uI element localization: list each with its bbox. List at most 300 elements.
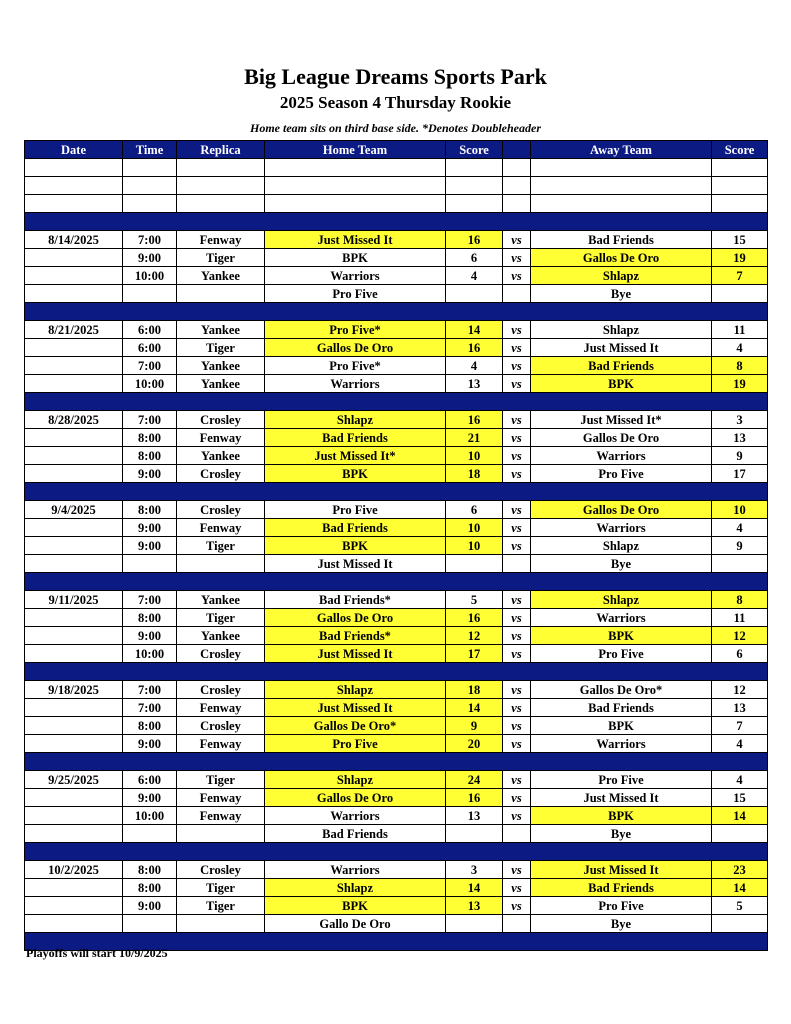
home-score: 9 (446, 717, 503, 735)
away-team: BPK (531, 375, 712, 393)
game-row (25, 699, 768, 717)
away-score: 19 (712, 375, 768, 393)
away-team: Bad Friends (531, 879, 712, 897)
vs-label: vs (503, 807, 531, 825)
schedule-note: Home team sits on third base side. *Denotes Doubleheader (250, 121, 541, 135)
home-team: Gallos De Oro (265, 789, 446, 807)
game-time: 9:00 (123, 735, 177, 753)
away-score: 15 (712, 789, 768, 807)
separator-bar (25, 663, 768, 681)
game-time: 6:00 (123, 321, 177, 339)
away-team: Bad Friends (531, 699, 712, 717)
empty-cell (177, 195, 265, 213)
schedule-table (24, 140, 768, 951)
game-date: 9/25/2025 (25, 771, 123, 789)
away-score: 15 (712, 231, 768, 249)
game-date (25, 699, 123, 717)
vs-label: vs (503, 375, 531, 393)
away-score: 9 (712, 537, 768, 555)
game-date: 10/2/2025 (25, 861, 123, 879)
game-time (123, 555, 177, 573)
empty-cell (531, 177, 712, 195)
game-row (25, 339, 768, 357)
game-date (25, 825, 123, 843)
vs-label: vs (503, 537, 531, 555)
game-replica: Fenway (177, 231, 265, 249)
empty-cell (265, 195, 446, 213)
game-replica: Fenway (177, 699, 265, 717)
game-time: 7:00 (123, 699, 177, 717)
game-date (25, 339, 123, 357)
away-score: 19 (712, 249, 768, 267)
away-score (712, 555, 768, 573)
away-team: Shlapz (531, 267, 712, 285)
table-header-row (25, 141, 768, 159)
game-date (25, 915, 123, 933)
col-header-home-score: Score (446, 141, 503, 159)
home-score: 14 (446, 699, 503, 717)
game-time: 10:00 (123, 375, 177, 393)
game-date: 9/4/2025 (25, 501, 123, 519)
vs-label: vs (503, 465, 531, 483)
game-time: 8:00 (123, 717, 177, 735)
game-row (25, 321, 768, 339)
separator-bar (25, 303, 768, 321)
away-team: BPK (531, 807, 712, 825)
home-score (446, 915, 503, 933)
away-score: 8 (712, 357, 768, 375)
game-row (25, 897, 768, 915)
game-replica (177, 285, 265, 303)
game-date (25, 249, 123, 267)
vs-label: vs (503, 681, 531, 699)
home-score: 6 (446, 249, 503, 267)
home-team: Bad Friends (265, 429, 446, 447)
away-score: 8 (712, 591, 768, 609)
home-score: 20 (446, 735, 503, 753)
vs-label: vs (503, 879, 531, 897)
home-score: 13 (446, 897, 503, 915)
away-score: 14 (712, 879, 768, 897)
away-score: 23 (712, 861, 768, 879)
game-date (25, 267, 123, 285)
separator-bar (25, 843, 768, 861)
home-score: 3 (446, 861, 503, 879)
home-team: Warriors (265, 375, 446, 393)
away-score: 13 (712, 699, 768, 717)
away-team: Just Missed It (531, 861, 712, 879)
home-score: 10 (446, 537, 503, 555)
home-score: 16 (446, 339, 503, 357)
away-score: 4 (712, 771, 768, 789)
week-separator (25, 213, 768, 231)
home-score (446, 825, 503, 843)
empty-cell (712, 177, 768, 195)
game-replica: Crosley (177, 501, 265, 519)
game-date (25, 285, 123, 303)
vs-label: vs (503, 771, 531, 789)
away-team: Gallos De Oro (531, 429, 712, 447)
home-score: 5 (446, 591, 503, 609)
away-team: Pro Five (531, 465, 712, 483)
empty-cell (123, 177, 177, 195)
week-separator (25, 303, 768, 321)
game-replica: Yankee (177, 267, 265, 285)
game-row (25, 807, 768, 825)
home-score: 21 (446, 429, 503, 447)
game-date (25, 789, 123, 807)
col-header-vs (503, 141, 531, 159)
empty-cell (446, 177, 503, 195)
home-team: Just Missed It* (265, 447, 446, 465)
game-date (25, 357, 123, 375)
game-date: 9/11/2025 (25, 591, 123, 609)
away-team: Warriors (531, 609, 712, 627)
home-team: Shlapz (265, 411, 446, 429)
game-date (25, 447, 123, 465)
game-date (25, 375, 123, 393)
col-header-replica: Replica (177, 141, 265, 159)
away-score: 5 (712, 897, 768, 915)
home-team: Pro Five (265, 501, 446, 519)
game-row (25, 465, 768, 483)
game-row (25, 375, 768, 393)
empty-cell (123, 159, 177, 177)
home-score: 10 (446, 447, 503, 465)
week-separator (25, 483, 768, 501)
vs-label: vs (503, 717, 531, 735)
game-time: 9:00 (123, 519, 177, 537)
col-header-away-team: Away Team (531, 141, 712, 159)
away-score: 4 (712, 339, 768, 357)
playoffs-note: Playoffs will start 10/9/2025 (26, 946, 168, 960)
separator-bar (25, 483, 768, 501)
away-team: Bye (531, 555, 712, 573)
home-score: 16 (446, 789, 503, 807)
game-time: 9:00 (123, 897, 177, 915)
game-replica: Crosley (177, 645, 265, 663)
vs-label: vs (503, 357, 531, 375)
game-date: 8/14/2025 (25, 231, 123, 249)
game-row (25, 429, 768, 447)
away-team: Bad Friends (531, 357, 712, 375)
vs-label: vs (503, 735, 531, 753)
game-time (123, 825, 177, 843)
game-time: 9:00 (123, 465, 177, 483)
week-separator (25, 843, 768, 861)
game-replica: Fenway (177, 789, 265, 807)
home-score: 4 (446, 267, 503, 285)
game-row (25, 591, 768, 609)
separator-bar (25, 573, 768, 591)
game-time: 8:00 (123, 429, 177, 447)
away-team: Warriors (531, 447, 712, 465)
away-team: Bye (531, 825, 712, 843)
season-subtitle: 2025 Season 4 Thursday Rookie (279, 93, 512, 112)
home-team: Bad Friends* (265, 591, 446, 609)
game-replica: Tiger (177, 537, 265, 555)
away-team: BPK (531, 717, 712, 735)
game-date (25, 807, 123, 825)
empty-cell (712, 159, 768, 177)
game-time: 7:00 (123, 591, 177, 609)
vs-label: vs (503, 501, 531, 519)
empty-cell (503, 177, 531, 195)
game-replica: Fenway (177, 429, 265, 447)
away-team: Warriors (531, 735, 712, 753)
home-score: 18 (446, 465, 503, 483)
home-team: Warriors (265, 861, 446, 879)
away-team: Pro Five (531, 897, 712, 915)
vs-label: vs (503, 339, 531, 357)
home-score: 16 (446, 609, 503, 627)
home-team: Shlapz (265, 771, 446, 789)
game-row (25, 825, 768, 843)
home-score: 13 (446, 807, 503, 825)
game-date (25, 465, 123, 483)
game-replica: Crosley (177, 861, 265, 879)
vs-label: vs (503, 645, 531, 663)
game-date (25, 555, 123, 573)
game-row (25, 645, 768, 663)
away-team: Bad Friends (531, 231, 712, 249)
game-date (25, 609, 123, 627)
week-separator (25, 393, 768, 411)
game-time: 8:00 (123, 879, 177, 897)
game-row (25, 717, 768, 735)
vs-label (503, 825, 531, 843)
away-score: 6 (712, 645, 768, 663)
game-row (25, 771, 768, 789)
home-team: Shlapz (265, 681, 446, 699)
col-header-away-score: Score (712, 141, 768, 159)
vs-label: vs (503, 429, 531, 447)
game-time: 9:00 (123, 789, 177, 807)
away-score: 7 (712, 267, 768, 285)
game-row (25, 861, 768, 879)
game-replica: Tiger (177, 771, 265, 789)
vs-label: vs (503, 609, 531, 627)
game-replica: Fenway (177, 735, 265, 753)
away-team: Just Missed It (531, 789, 712, 807)
home-score (446, 555, 503, 573)
away-team: Shlapz (531, 321, 712, 339)
game-time: 7:00 (123, 357, 177, 375)
game-row (25, 357, 768, 375)
home-score: 12 (446, 627, 503, 645)
game-replica: Yankee (177, 375, 265, 393)
away-team: Shlapz (531, 537, 712, 555)
game-date (25, 519, 123, 537)
game-replica: Yankee (177, 591, 265, 609)
empty-cell (503, 159, 531, 177)
blank-row (25, 159, 768, 177)
game-replica: Yankee (177, 627, 265, 645)
vs-label: vs (503, 321, 531, 339)
game-date (25, 879, 123, 897)
vs-label: vs (503, 591, 531, 609)
game-replica: Fenway (177, 519, 265, 537)
separator-bar (25, 213, 768, 231)
blank-row (25, 195, 768, 213)
away-score: 7 (712, 717, 768, 735)
home-score: 13 (446, 375, 503, 393)
game-row (25, 681, 768, 699)
page-title: Big League Dreams Sports Park (244, 64, 547, 89)
vs-label: vs (503, 519, 531, 537)
empty-cell (177, 177, 265, 195)
vs-label: vs (503, 267, 531, 285)
away-team: Gallos De Oro (531, 249, 712, 267)
game-row (25, 789, 768, 807)
away-team: Pro Five (531, 645, 712, 663)
game-row (25, 555, 768, 573)
empty-cell (531, 159, 712, 177)
game-date: 9/18/2025 (25, 681, 123, 699)
game-row (25, 285, 768, 303)
home-team: Just Missed It (265, 645, 446, 663)
col-header-home-team: Home Team (265, 141, 446, 159)
game-time: 8:00 (123, 609, 177, 627)
empty-cell (265, 159, 446, 177)
home-score: 4 (446, 357, 503, 375)
home-team: BPK (265, 249, 446, 267)
vs-label (503, 915, 531, 933)
blank-row (25, 177, 768, 195)
away-team: Shlapz (531, 591, 712, 609)
game-time: 10:00 (123, 645, 177, 663)
game-replica: Crosley (177, 681, 265, 699)
game-row (25, 735, 768, 753)
vs-label: vs (503, 699, 531, 717)
game-time: 6:00 (123, 771, 177, 789)
away-team: Gallos De Oro* (531, 681, 712, 699)
vs-label: vs (503, 447, 531, 465)
away-team: Warriors (531, 519, 712, 537)
empty-cell (123, 195, 177, 213)
away-score (712, 915, 768, 933)
away-score: 11 (712, 321, 768, 339)
game-time: 10:00 (123, 267, 177, 285)
home-team: Just Missed It (265, 555, 446, 573)
away-score: 10 (712, 501, 768, 519)
home-score: 6 (446, 501, 503, 519)
game-time: 6:00 (123, 339, 177, 357)
home-score: 14 (446, 879, 503, 897)
home-team: Gallos De Oro (265, 609, 446, 627)
away-team: Gallos De Oro (531, 501, 712, 519)
empty-cell (177, 159, 265, 177)
away-score (712, 285, 768, 303)
home-team: Warriors (265, 267, 446, 285)
away-team: Bye (531, 285, 712, 303)
away-score: 12 (712, 627, 768, 645)
game-replica: Yankee (177, 321, 265, 339)
home-team: Pro Five* (265, 357, 446, 375)
separator-bar (25, 393, 768, 411)
home-score: 24 (446, 771, 503, 789)
away-team: BPK (531, 627, 712, 645)
home-score: 16 (446, 411, 503, 429)
game-row (25, 879, 768, 897)
game-date (25, 645, 123, 663)
game-date (25, 717, 123, 735)
game-replica: Crosley (177, 465, 265, 483)
game-time: 8:00 (123, 861, 177, 879)
home-score: 18 (446, 681, 503, 699)
empty-cell (25, 159, 123, 177)
game-row (25, 447, 768, 465)
vs-label: vs (503, 231, 531, 249)
home-team: Shlapz (265, 879, 446, 897)
home-score: 10 (446, 519, 503, 537)
home-team: Gallos De Oro (265, 339, 446, 357)
game-time: 8:00 (123, 501, 177, 519)
home-team: Pro Five (265, 285, 446, 303)
game-date (25, 735, 123, 753)
home-team: BPK (265, 537, 446, 555)
game-row (25, 411, 768, 429)
empty-cell (503, 195, 531, 213)
game-date (25, 627, 123, 645)
col-header-time: Time (123, 141, 177, 159)
home-team: Just Missed It (265, 231, 446, 249)
game-replica (177, 555, 265, 573)
game-row (25, 519, 768, 537)
home-team: BPK (265, 897, 446, 915)
col-header-date: Date (25, 141, 123, 159)
game-time: 9:00 (123, 627, 177, 645)
vs-label: vs (503, 249, 531, 267)
empty-cell (531, 195, 712, 213)
game-row (25, 915, 768, 933)
vs-label: vs (503, 789, 531, 807)
game-row (25, 501, 768, 519)
game-time: 10:00 (123, 807, 177, 825)
home-team: Bad Friends (265, 825, 446, 843)
away-score: 4 (712, 735, 768, 753)
away-team: Pro Five (531, 771, 712, 789)
away-score: 17 (712, 465, 768, 483)
game-replica: Crosley (177, 717, 265, 735)
separator-bar (25, 753, 768, 771)
game-time: 9:00 (123, 537, 177, 555)
game-time: 7:00 (123, 411, 177, 429)
game-row (25, 609, 768, 627)
empty-cell (712, 195, 768, 213)
game-time: 9:00 (123, 249, 177, 267)
game-time: 7:00 (123, 681, 177, 699)
game-row (25, 267, 768, 285)
game-time: 7:00 (123, 231, 177, 249)
vs-label: vs (503, 897, 531, 915)
vs-label: vs (503, 861, 531, 879)
away-score: 13 (712, 429, 768, 447)
game-replica: Tiger (177, 609, 265, 627)
game-time (123, 915, 177, 933)
game-replica: Tiger (177, 339, 265, 357)
vs-label (503, 285, 531, 303)
week-separator (25, 753, 768, 771)
game-time: 8:00 (123, 447, 177, 465)
away-team: Bye (531, 915, 712, 933)
week-separator (25, 663, 768, 681)
away-score: 11 (712, 609, 768, 627)
empty-cell (446, 159, 503, 177)
home-team: Gallo De Oro (265, 915, 446, 933)
game-date (25, 537, 123, 555)
home-score: 17 (446, 645, 503, 663)
